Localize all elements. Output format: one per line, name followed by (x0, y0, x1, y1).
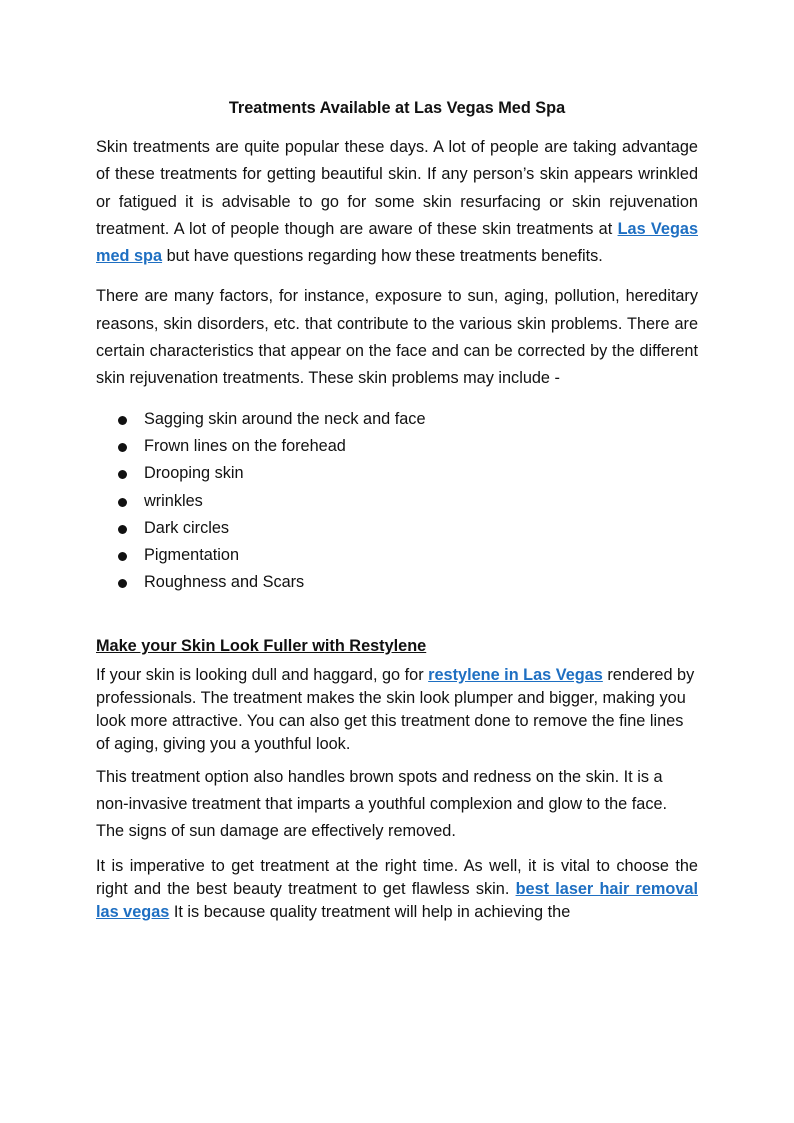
bullet-icon (118, 470, 127, 479)
bullet-icon (118, 416, 127, 425)
laser-hair-removal-link[interactable]: best laser hair removal las vegas (96, 879, 698, 921)
restylene-paragraph (96, 664, 698, 756)
imperative-paragraph-text: It is imperative to get treatment at the right time. As well, it is vital to choose the right and the best beauty treatment to get flawless skin. (96, 856, 698, 898)
restylene-paragraph-text-end: rendered by professionals. The treatment makes the skin look plumper and bigger, making you look more attractive. You can also get this treatment done to remove the fine lines of aging, giving you a youthful look. (96, 665, 695, 753)
list-item (96, 460, 698, 487)
list-item (96, 515, 698, 542)
factors-paragraph: There are many factors, for instance, exposure to sun, aging, pollution, hereditary reasons, skin disorders, etc. that contribute to the various skin problems. There are certain characteristics that appear on the face and can be corrected by the different skin rejuvenation treatments. These skin problems may include - (96, 287, 698, 388)
list-item-text: Pigmentation (144, 546, 240, 565)
intro-paragraph-text-end: but have questions regarding how these treatments benefits. (162, 247, 603, 266)
list-item-text: wrinkles (144, 491, 203, 510)
list-item (96, 406, 698, 433)
intro-paragraph-text: Skin treatments are quite popular these days. A lot of people are taking advantage of these treatments for getting beautiful skin. If any person’s skin appears wrinkled or fatigued it is advisable to go for some skin resurfacing or skin rejuvenation treatment. A lot of people though are aware of these skin treatments at (96, 138, 698, 238)
list-item-text: Sagging skin around the neck and face (144, 409, 426, 428)
list-item (96, 542, 698, 569)
list-item-text: Frown lines on the forehead (144, 436, 346, 455)
skin-problems-list (96, 406, 698, 597)
bullet-icon (118, 443, 127, 452)
list-item-text: Dark circles (144, 518, 230, 537)
document-page (96, 96, 698, 937)
bullet-icon (118, 498, 127, 507)
list-item-text: Drooping skin (144, 464, 244, 483)
restylene-las-vegas-link[interactable]: restylene in Las Vegas (428, 665, 603, 684)
document-title: Treatments Available at Las Vegas Med Spa (228, 99, 566, 117)
list-item (96, 488, 698, 515)
las-vegas-med-spa-link[interactable]: Las Vegas med spa (96, 219, 698, 266)
intro-paragraph (96, 134, 698, 270)
list-item-text: Roughness and Scars (144, 573, 305, 592)
section-heading: Make your Skin Look Fuller with Restylene (96, 636, 427, 655)
list-item (96, 569, 698, 596)
bullet-icon (118, 579, 127, 588)
treatment-option-paragraph: This treatment option also handles brown spots and redness on the skin. It is a non-invasive treatment that imparts a youthful complexion and glow to the face. The signs of sun damage are effectively removed. (96, 767, 668, 841)
list-item (96, 433, 698, 460)
imperative-paragraph (96, 855, 698, 924)
restylene-paragraph-text: If your skin is looking dull and haggard, go for (96, 665, 429, 684)
bullet-icon (118, 552, 127, 561)
imperative-paragraph-text-end: It is because quality treatment will help in achieving the (169, 902, 571, 921)
bullet-icon (118, 525, 127, 534)
